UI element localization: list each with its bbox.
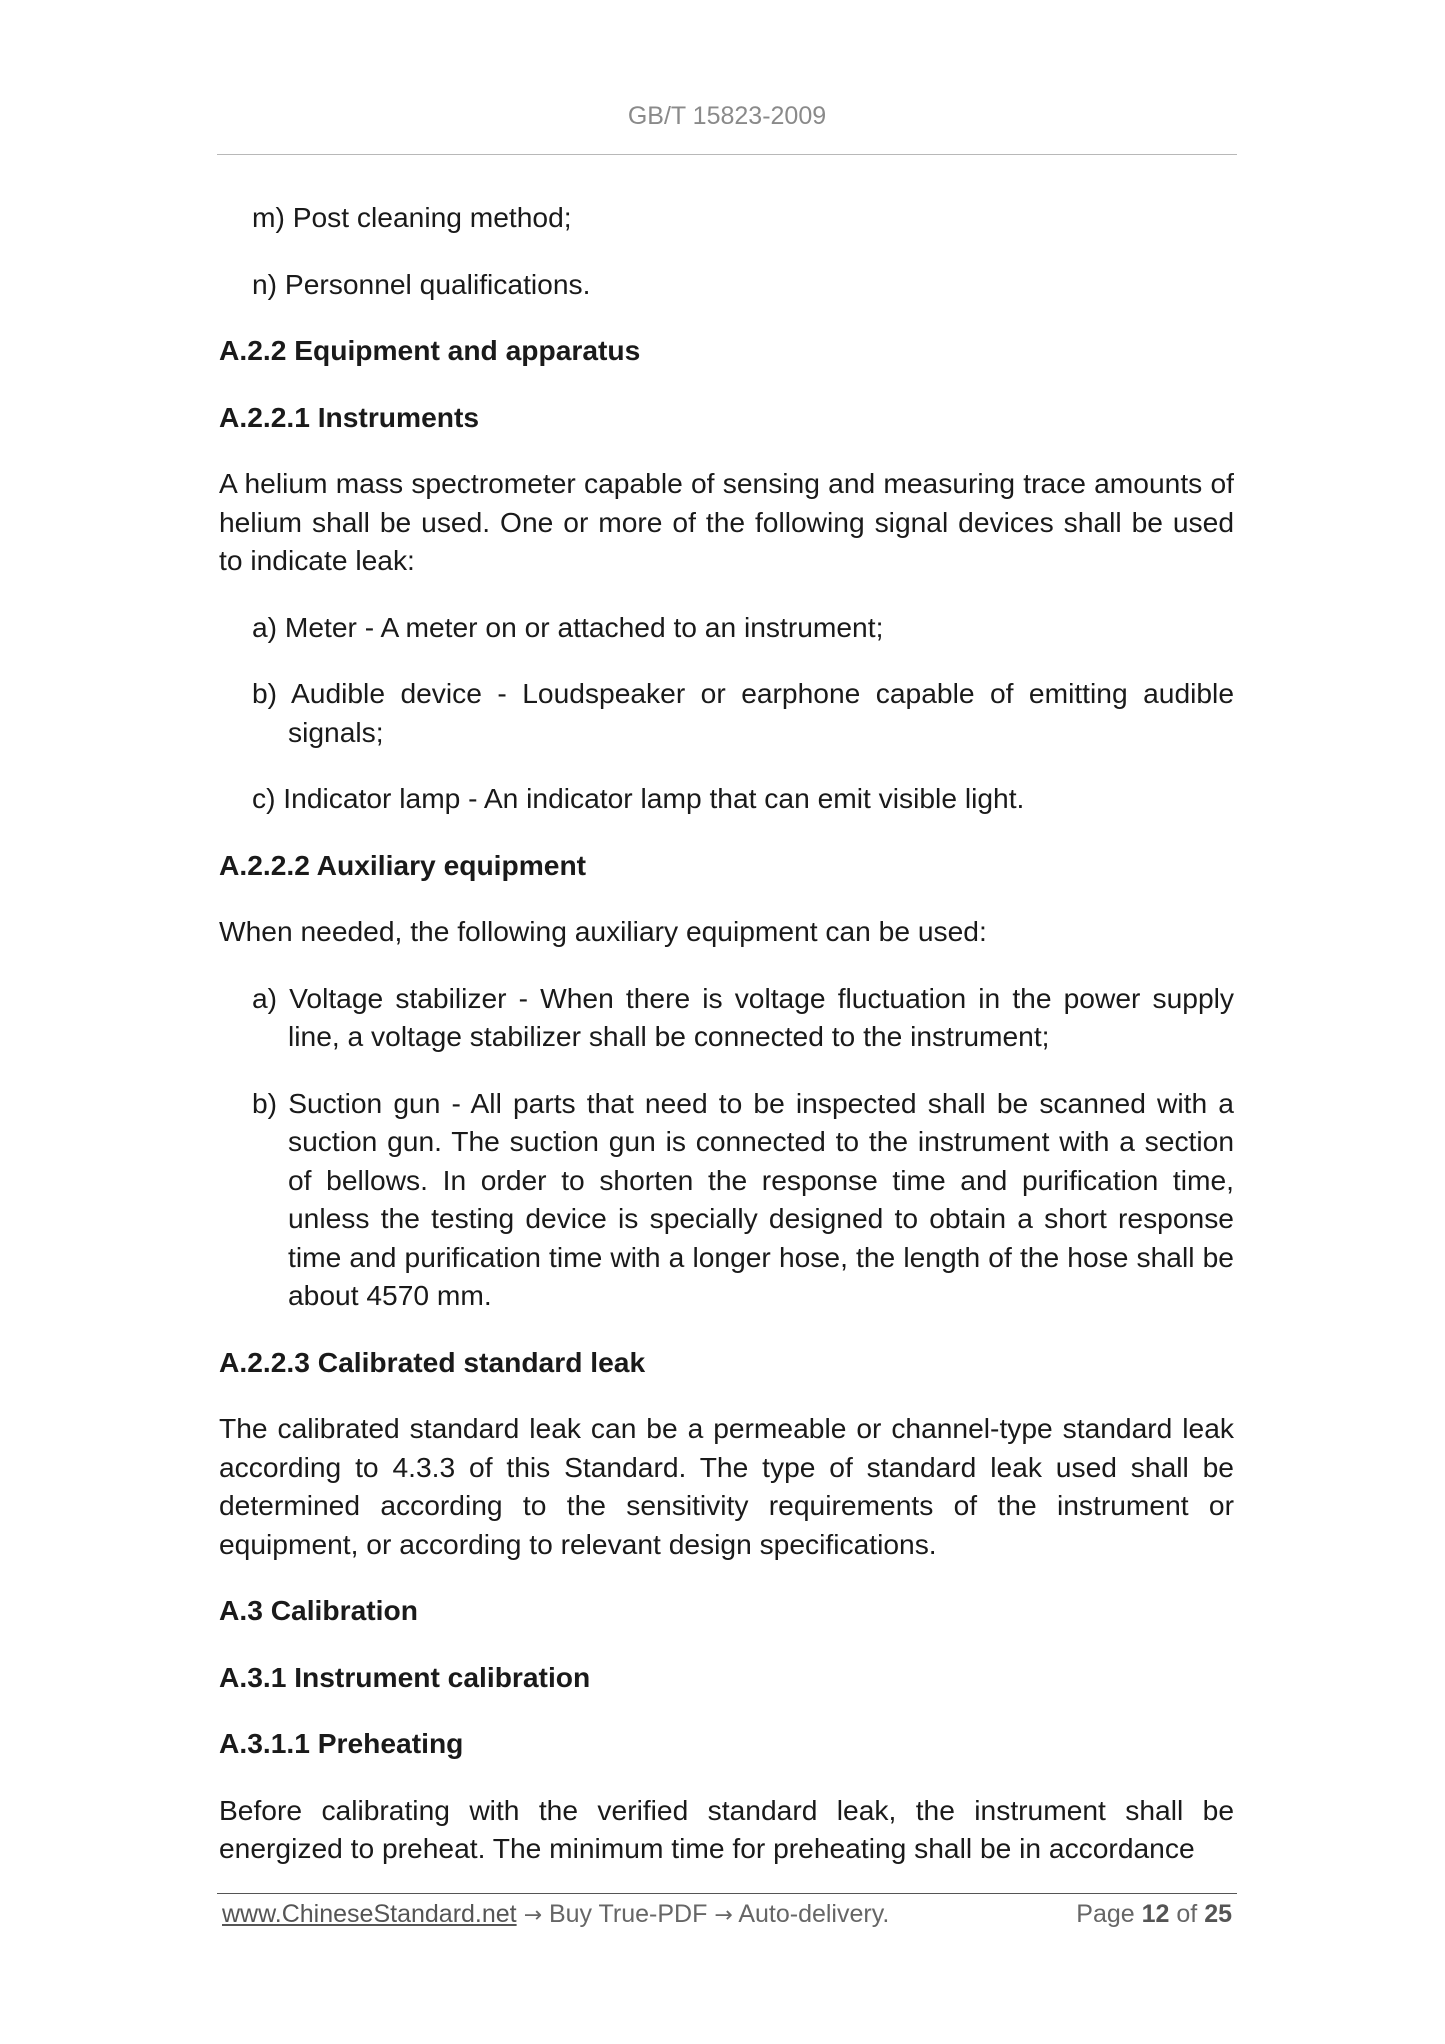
page-body — [219, 198, 1234, 1896]
page-total: 25 — [1204, 1900, 1232, 1928]
paragraph: When needed, the following auxiliary equipment can be used: — [219, 915, 987, 947]
footer-divider — [217, 1893, 1237, 1894]
page-footer — [222, 1900, 1232, 1929]
page-indicator — [1076, 1900, 1232, 1929]
page-of-label: of — [1176, 1900, 1198, 1928]
arrow-right-icon: → — [523, 1903, 543, 1928]
list-item: c) Indicator lamp - An indicator lamp that can emit visible light. — [252, 782, 1025, 814]
list-item: b) Audible device - Loudspeaker or earphone capable of emitting audible signals; — [252, 677, 1234, 748]
document-code-header: GB/T 15823-2009 — [627, 102, 827, 130]
section-heading: A.2.2.2 Auxiliary equipment — [219, 848, 587, 881]
section-heading: A.3.1.1 Preheating — [219, 1727, 464, 1759]
section-heading: A.2.2.3 Calibrated standard leak — [219, 1345, 646, 1378]
arrow-right-icon: → — [714, 1903, 733, 1928]
list-item: a) Meter - A meter on or attached to an instrument; — [252, 610, 884, 643]
list-item: m) Post cleaning method; — [252, 201, 572, 233]
site-link[interactable]: www.ChineseStandard.net — [222, 1900, 517, 1928]
section-heading: A.3.1 Instrument calibration — [219, 1660, 591, 1693]
paragraph: The calibrated standard leak can be a permeable or channel-type standard leak according to 4.3.3 of this Standard. The type of standard leak used shall be determined according to the sensitivity requirements of the instrument or equipment, or according to relevant design specifications. — [219, 1412, 1234, 1560]
header-divider — [217, 154, 1237, 155]
list-item: a) Voltage stabilizer - When there is voltage fluctuation in the power supply line, a voltage stabilizer shall be connected to the instrument; — [252, 981, 1234, 1052]
list-item: b) Suction gun - All parts that need to be inspected shall be scanned with a suction gun. The suction gun is connected to the instrument with a section of bellows. In order to shorten the response time and purification time, unless the testing device is specially designed to obtain a short response time and purification time with a longer hose, the length of the hose shall be about 4570 mm. — [252, 1086, 1234, 1311]
page-label: Page — [1076, 1900, 1135, 1928]
list-item: n) Personnel qualifications. — [252, 267, 591, 300]
section-heading: A.2.2.1 Instruments — [219, 400, 480, 433]
paragraph: Before calibrating with the verified standard leak, the instrument shall be energized to preheat. The minimum time for preheating shall be in accordance — [219, 1793, 1234, 1864]
page-current: 12 — [1141, 1900, 1170, 1928]
section-heading: A.3 Calibration — [219, 1594, 418, 1626]
section-heading: A.2.2 Equipment and apparatus — [219, 334, 641, 366]
delivery-text: Auto-delivery. — [738, 1900, 890, 1928]
paragraph: A helium mass spectrometer capable of sensing and measuring trace amounts of helium shall be used. One or more of the following signal devices shall be used to indicate leak: — [219, 467, 1234, 576]
buy-text: Buy True-PDF — [548, 1900, 708, 1928]
